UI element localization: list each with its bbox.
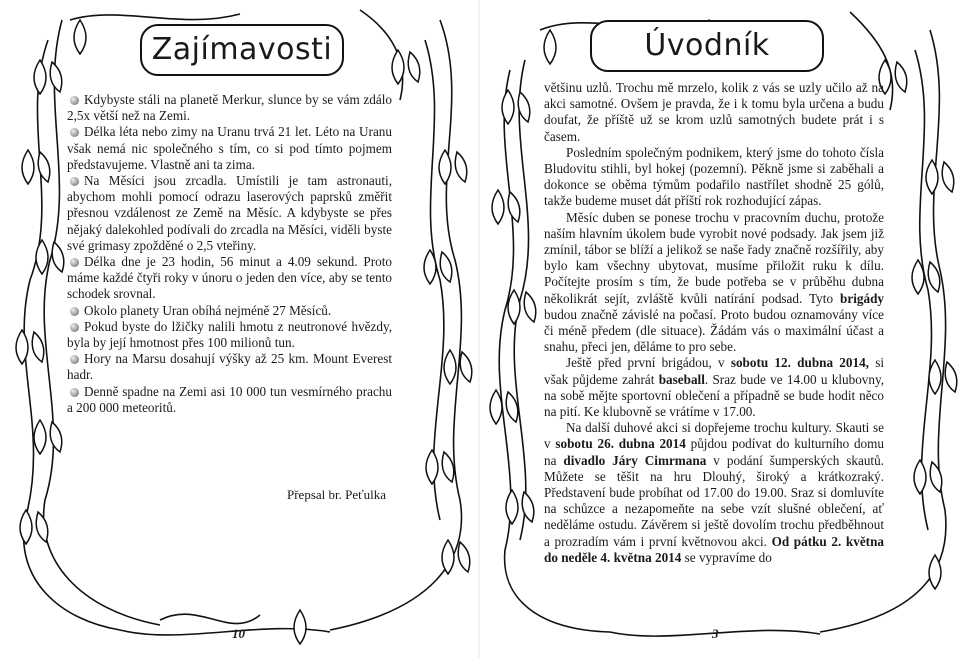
right-page xyxy=(480,0,959,658)
bullet-icon xyxy=(70,96,79,105)
page-number: 10 xyxy=(232,626,245,641)
paragraph: Posledním společným podnikem, který jsme do tohoto čísla Bludovitu stihli, byl hokej (pozemní). Pěkně jsme si zaběhali a dokonce se oběma týmům podařilo nastřílet shodně 25 gólů, takže budeme muset dát příští rok rozhodující zápas. xyxy=(544,144,884,209)
signature: Přepsal br. Peťulka xyxy=(287,487,387,502)
left-page xyxy=(0,0,479,658)
list-item: Pokud byste do lžičky nalili hmotu z neutronové hvězdy, byla by její hmotnost přes 100 milionů tun. xyxy=(67,318,392,351)
bullet-icon xyxy=(70,307,79,316)
paragraph: Ještě před první brigádou, v sobotu 12. dubna 2014, si však půjdeme zahrát baseball. Sraz bude ve 14.00 u klubovny, na sobě mějte sportovní oblečení a případně se bude hodit něco na pití. Ke klubovně se vrátíme v 17.00. xyxy=(544,355,885,420)
list-item: Denně spadne na Zemi asi 10 000 tun vesmírného prachu a 200 000 meteoritů. xyxy=(67,383,392,415)
list-item: Délka léta nebo zimy na Uranu trvá 21 let. Léto na Uranu však nemá nic společného s tím, co si pod tímto pojmem představujeme. Vlastně ani ta zima. xyxy=(67,124,392,172)
page-number: 3 xyxy=(712,626,719,641)
bullet-icon xyxy=(70,258,79,267)
list-item: Okolo planety Uran obíhá nejméně 27 Měsíců. xyxy=(67,303,392,319)
list-item: Na Měsíci jsou zrcadla. Umístili je tam astronauti, abychom mohli pomocí odrazu laserových paprsků změřit přesnou vzdálenost ze Země na Měsíc. A kdybyste se přes nějaký dalekohled podívali do zrcadla na Měsíci, viděli byste své grimasy zpožděné o 2,5 vteřiny. xyxy=(67,173,392,253)
paragraph: Měsíc duben se ponese trochu v pracovním duchu, protože naším hlavním úkolem bude vyrobit nové podsady. Jak jsem již zmínil, tábor se blíží a jelikož se naše řady značně rozšířily, aby bylo kam všechny ubytovat, musíme přiložit ruku k dílu. Počítejte prosím s tím, že bude potřeba se v průběhu dubna několikrát sejít, zvláště kvůli natírání podsad. Tyto brigády budou značně závislé na počasí. Proto budou oznamovány více či méně předem (dle situace). Žádám vás o maximální účast a snahu, přeci jen, děláme to pro sebe. xyxy=(544,209,884,355)
list-item: Hory na Marsu dosahují výšky až 25 km. Mount Everest hadr. xyxy=(67,351,392,383)
paragraph: Na další duhové akci si dopřejeme trochu kultury. Skauti se v sobotu 26. dubna 2014 půjdou podívat do kulturního domu na divadlo Járy Cimrmana v podání šumperských skautů. Můžete se těšit na hru Dlouhý, široký a krátkozraký. Představení bude probíhat od 17.00 do 19.00. Sraz si domluvíte na schůzce a nezapomeňte na sebe vzít slušné oblečení, ať neděláme ostudu. Závěrem si ještě dovolím trochu předběhnout a prozradím vám i první květnovou akci. Od pátku 2. května do neděle 4. května 2014 se vypravíme do xyxy=(544,420,885,565)
bullet-icon xyxy=(70,323,79,332)
bullet-icon xyxy=(70,128,79,137)
bullet-icon xyxy=(70,355,79,364)
facts-list xyxy=(67,92,392,416)
list-item: Kdybyste stáli na planetě Merkur, slunce by se vám zdálo 2,5x větší než na Zemi. xyxy=(67,92,392,124)
paragraph: většinu uzlů. Trochu mě mrzelo, kolik z vás se uzly učilo až na akci samotné. Ovšem je pravda, že i k tomu byla určena a budu doufat, že příště už se krom uzlů samotných budete prát i s časem. xyxy=(544,80,884,144)
page-title: Zajímavosti xyxy=(140,24,344,76)
page-title: Úvodník xyxy=(590,20,824,72)
bullet-icon xyxy=(70,177,79,186)
editorial-text xyxy=(544,80,884,566)
bullet-icon xyxy=(70,388,79,397)
list-item: Délka dne je 23 hodin, 56 minut a 4.09 sekund. Proto máme každé čtyři roky v únoru o jeden den více, aby se tento schodek srovnal. xyxy=(67,254,392,302)
